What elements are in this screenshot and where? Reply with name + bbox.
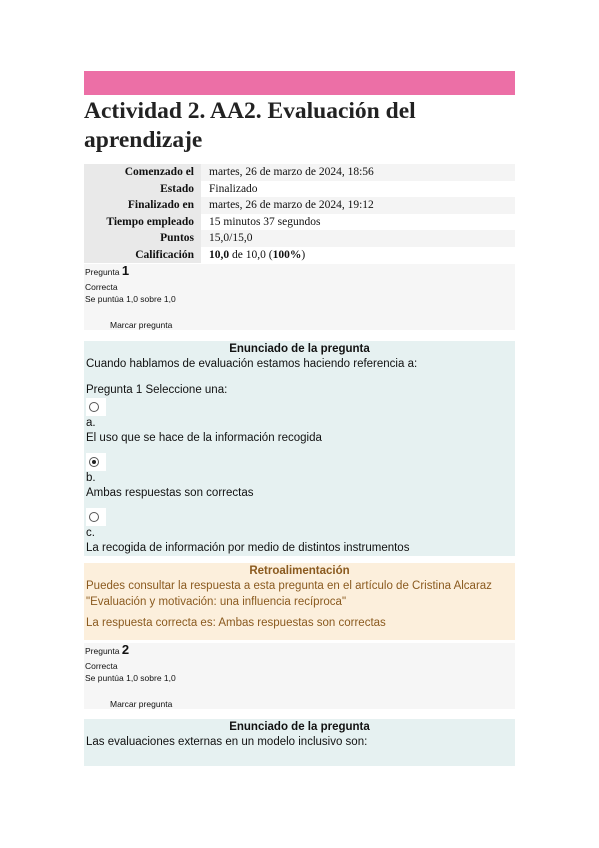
grade-close: ) bbox=[301, 248, 306, 261]
question-state: Correcta bbox=[85, 282, 118, 292]
question-heading: Enunciado de la pregunta bbox=[229, 343, 370, 355]
summary-value: Finalizado bbox=[201, 181, 515, 198]
question-text: Las evaluaciones externas en un modelo inclusivo son: bbox=[86, 736, 368, 748]
question-state: Correcta bbox=[85, 661, 118, 671]
summary-value: martes, 26 de marzo de 2024, 19:12 bbox=[201, 197, 515, 214]
option-c-letter: c. bbox=[86, 527, 95, 539]
summary-row-time-taken bbox=[84, 214, 515, 231]
summary-row-finished bbox=[84, 197, 515, 214]
question-number bbox=[85, 644, 129, 657]
summary-label: Estado bbox=[84, 181, 201, 198]
flag-question-link[interactable]: Marcar pregunta bbox=[110, 699, 173, 709]
summary-value bbox=[201, 247, 515, 264]
question-grade: Se puntúa 1,0 sobre 1,0 bbox=[85, 673, 176, 683]
summary-row-grade bbox=[84, 247, 515, 264]
summary-row-points bbox=[84, 230, 515, 247]
summary-label: Calificación bbox=[84, 247, 201, 264]
question-grade: Se puntúa 1,0 sobre 1,0 bbox=[85, 294, 176, 304]
attempt-summary-table bbox=[84, 164, 515, 263]
option-c-radio[interactable] bbox=[86, 508, 106, 526]
question-2-content bbox=[84, 719, 515, 766]
question-1-content bbox=[84, 341, 515, 556]
summary-value: 15,0/15,0 bbox=[201, 230, 515, 247]
option-b-letter: b. bbox=[86, 472, 96, 484]
option-a-text: El uso que se hace de la información recogida bbox=[86, 432, 322, 444]
question-number-label: Pregunta bbox=[85, 267, 120, 277]
summary-label: Comenzado el bbox=[84, 164, 201, 181]
summary-label: Puntos bbox=[84, 230, 201, 247]
question-1-info bbox=[84, 264, 515, 330]
option-a-letter: a. bbox=[86, 417, 96, 429]
summary-value: 15 minutos 37 segundos bbox=[201, 214, 515, 231]
question-heading: Enunciado de la pregunta bbox=[229, 721, 370, 733]
feedback-box bbox=[84, 563, 515, 640]
option-b-radio[interactable] bbox=[86, 453, 106, 471]
feedback-text-line1: Puedes consultar la respuesta a esta pregunta en el artículo de Cristina Alcaraz bbox=[86, 580, 492, 592]
question-text: Cuando hablamos de evaluación estamos haciendo referencia a: bbox=[86, 358, 418, 370]
grade-max: de 10,0 ( bbox=[229, 248, 273, 261]
question-number-value: 2 bbox=[121, 642, 130, 657]
flag-question-link[interactable]: Marcar pregunta bbox=[110, 320, 173, 330]
radio-selected-dot bbox=[92, 460, 96, 464]
option-b-text: Ambas respuestas son correctas bbox=[86, 487, 254, 499]
header-accent-bar bbox=[84, 71, 515, 95]
grade-percent: 100% bbox=[272, 248, 302, 261]
question-number bbox=[85, 265, 129, 278]
option-a-radio[interactable] bbox=[86, 398, 106, 416]
summary-label: Tiempo empleado bbox=[84, 214, 201, 231]
right-answer: La respuesta correcta es: Ambas respuestas son correctas bbox=[86, 617, 386, 629]
question-number-value: 1 bbox=[121, 263, 130, 278]
feedback-text-line2: "Evaluación y motivación: una influencia recíproca" bbox=[86, 596, 347, 608]
question-prompt: Pregunta 1 Seleccione una: bbox=[86, 384, 228, 396]
page-title: Actividad 2. AA2. Evaluación del aprendizaje bbox=[84, 98, 416, 153]
summary-label: Finalizado en bbox=[84, 197, 201, 214]
summary-row-started bbox=[84, 164, 515, 181]
grade-score: 10,0 bbox=[209, 248, 230, 261]
option-c-text: La recogida de información por medio de distintos instrumentos bbox=[86, 542, 410, 554]
question-2-info bbox=[84, 643, 515, 709]
question-number-label: Pregunta bbox=[85, 646, 120, 656]
feedback-heading: Retroalimentación bbox=[249, 565, 350, 577]
summary-row-state bbox=[84, 181, 515, 198]
summary-value: martes, 26 de marzo de 2024, 18:56 bbox=[201, 164, 515, 181]
